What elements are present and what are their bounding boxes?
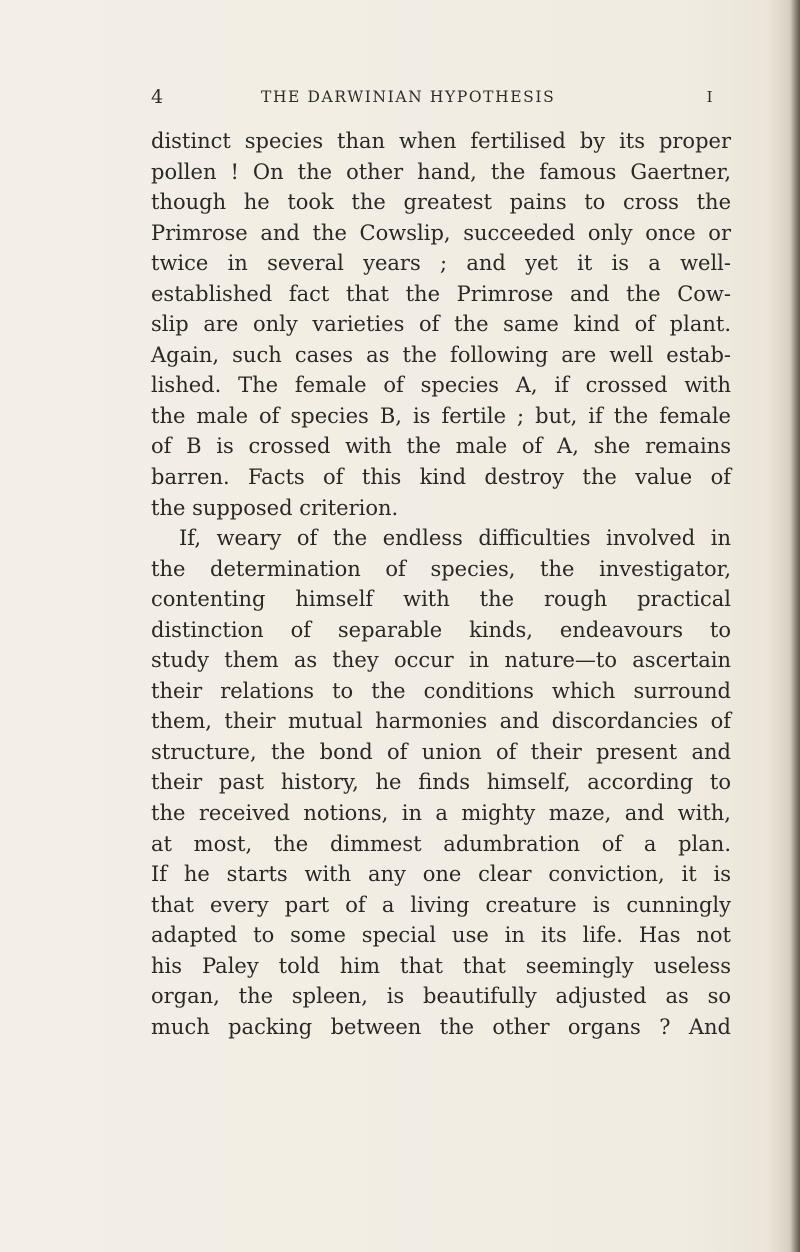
text-line: them, their mutual harmonies and discordancies of [151, 709, 731, 734]
text-line: Primrose and the Cowslip, succeeded only once or [151, 220, 731, 245]
running-header [151, 86, 727, 112]
text-line: much packing between the other organs ? And [151, 1014, 731, 1039]
chapter-number: I [706, 88, 713, 106]
text-line: barren. Facts of this kind destroy the value of [151, 465, 731, 490]
text-line: though he took the greatest pains to cross the [151, 190, 731, 215]
text-line: their relations to the conditions which surround [151, 678, 731, 703]
text-line: his Paley told him that that seemingly useless [151, 953, 731, 978]
text-line: pollen ! On the other hand, the famous Gaertner, [151, 159, 731, 184]
text-line: study them as they occur in nature—to ascertain [151, 648, 731, 673]
text-line: contenting himself with the rough practical [151, 587, 731, 612]
text-line: established fact that the Primrose and the Cow- [151, 281, 731, 306]
text-line: that every part of a living creature is cunningly [151, 892, 731, 917]
text-line: twice in several years ; and yet it is a well- [151, 251, 731, 276]
text-line: the determination of species, the investigator, [151, 556, 731, 581]
page-spine-edge [790, 0, 800, 1252]
text-line: of B is crossed with the male of A, she remains [151, 434, 731, 459]
text-line: If, weary of the endless difficulties involved in [179, 526, 731, 551]
text-line: the received notions, in a mighty maze, and with, [151, 801, 731, 826]
text-line: lished. The female of species A, if crossed with [151, 373, 731, 398]
text-line: their past history, he finds himself, according to [151, 770, 731, 795]
text-line: the supposed criterion. [151, 495, 399, 520]
text-line: the male of species B, is fertile ; but, if the female [151, 403, 731, 428]
text-line: organ, the spleen, is beautifully adjusted as so [151, 984, 731, 1009]
text-line: If he starts with any one clear conviction, it is [151, 862, 731, 887]
body-text [151, 126, 731, 1042]
text-line: adapted to some special use in its life. Has not [151, 923, 731, 948]
text-line: Again, such cases as the following are well estab- [151, 342, 731, 367]
page-number: 4 [151, 86, 164, 108]
text-line: structure, the bond of union of their present and [151, 739, 731, 764]
text-line: distinction of separable kinds, endeavours to [151, 617, 731, 642]
text-line: distinct species than when fertilised by its proper [151, 129, 731, 153]
text-line: slip are only varieties of the same kind of plant. [151, 312, 731, 337]
text-line: at most, the dimmest adumbration of a plan. [151, 831, 731, 856]
running-title: THE DARWINIAN HYPOTHESIS [261, 88, 556, 106]
